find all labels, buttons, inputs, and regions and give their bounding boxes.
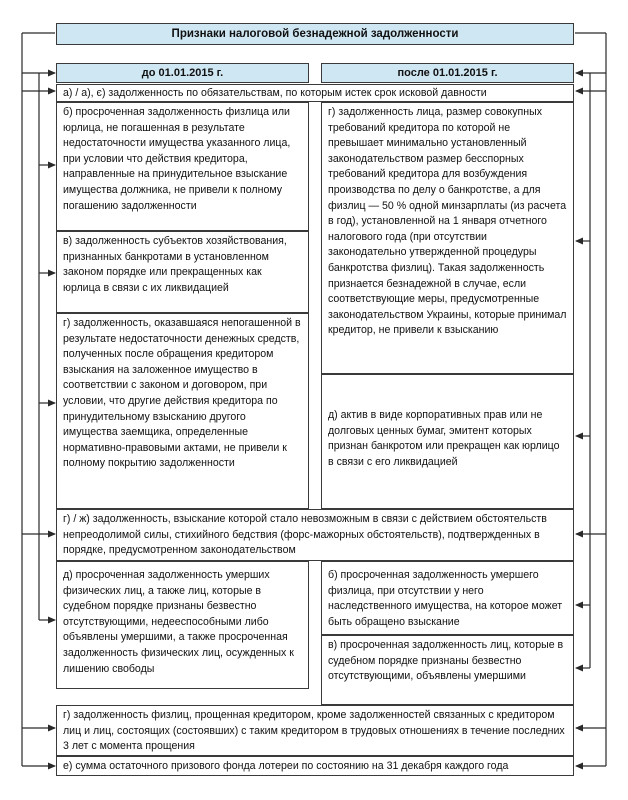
row-a-e: а) / а), є) задолженность по обязательствам, по которым истек срок исковой давности (56, 84, 574, 102)
left-item-g: г) задолженность, оказавшаяся непогашенной в результате недостаточности денежных средств, полученных после обращения кредитором взыскания на заложенное имущество в соответствии с законом и договором, при условии, что другие действия кредитора по принудительному взысканию другого имущества заемщика, определенные нормативно-правовыми актами, не привели к полному покрытию задолженности (56, 313, 309, 509)
left-item-d: д) просроченная задолженность умерших физических лиц, а также лиц, которые в судебном порядке признаны безвестно отсутствующими, недееспособными либо объявлены умершими, а также просроченная задолженность физических лиц, осужденных к лишению свободы (56, 561, 309, 689)
left-item-b: б) просроченная задолженность физлица или юрлица, не погашенная в результате недостаточности имущества указанного лица, при условии что действия кредитора, направленные на принудительное взыскание имущества должника, не привели к полному погашению задолженности (56, 102, 309, 231)
right-column-header: после 01.01.2015 г. (321, 63, 574, 83)
row-g-zh: г) / ж) задолженность, взыскание которой стало невозможным в связи с действием обстоятельств непреодолимой силы, стихийного бедствия (форс-мажорных обстоятельств), подтвержденных в порядке, предусмотренном законодательством (56, 509, 574, 561)
right-item-g: г) задолженность лица, размер совокупных требований кредитора по которой не превышает минимально установленный законодательством размер бесспорных требований кредитора для возбуждения производства по делу о банкротстве, а для физлиц — 50 % одной минзарплаты (из расчета в год), установленной на 1 января отчетного налогового года (при отсутствии законодательно утвержденной процедуры банкротства физлиц). Такая задолженность признается безнадежной в случае, если соответствующие меры, предусмотренные законодательством Украины, которые принимал кредитор, не привели к взысканию (321, 102, 574, 374)
right-item-b: б) просроченная задолженность умершего физлица, при отсутствии у него наследственного имущества, на которое может быть обращено взыскание (321, 561, 574, 635)
left-item-v: в) задолженность субъектов хозяйствования, признанных банкротами в установленном законом порядке или прекращенных как юрлица в связи с их ликвидацией (56, 231, 309, 313)
diagram-title: Признаки налоговой безнадежной задолженности (56, 23, 574, 45)
left-column-header: до 01.01.2015 г. (56, 63, 309, 83)
row-bottom-g: г) задолженность физлиц, прощенная кредитором, кроме задолженностей связанных с кредитором лиц и лиц, состоящих (состоявших) с таким кредитором в трудовых отношениях в течение последних 3 лет с момента прощения (56, 705, 574, 756)
right-item-v: в) просроченная задолженность лиц, которые в судебном порядке признаны безвестно отсутствующими, объявлены умершими (321, 635, 574, 705)
row-bottom-e: е) сумма остаточного призового фонда лотереи по состоянию на 31 декабря каждого года (56, 756, 574, 776)
right-item-d: д) актив в виде корпоративных прав или не долговых ценных бумаг, эмитент которых признан банкротом или прекращен как юрлицо в связи с его ликвидацией (321, 374, 574, 509)
